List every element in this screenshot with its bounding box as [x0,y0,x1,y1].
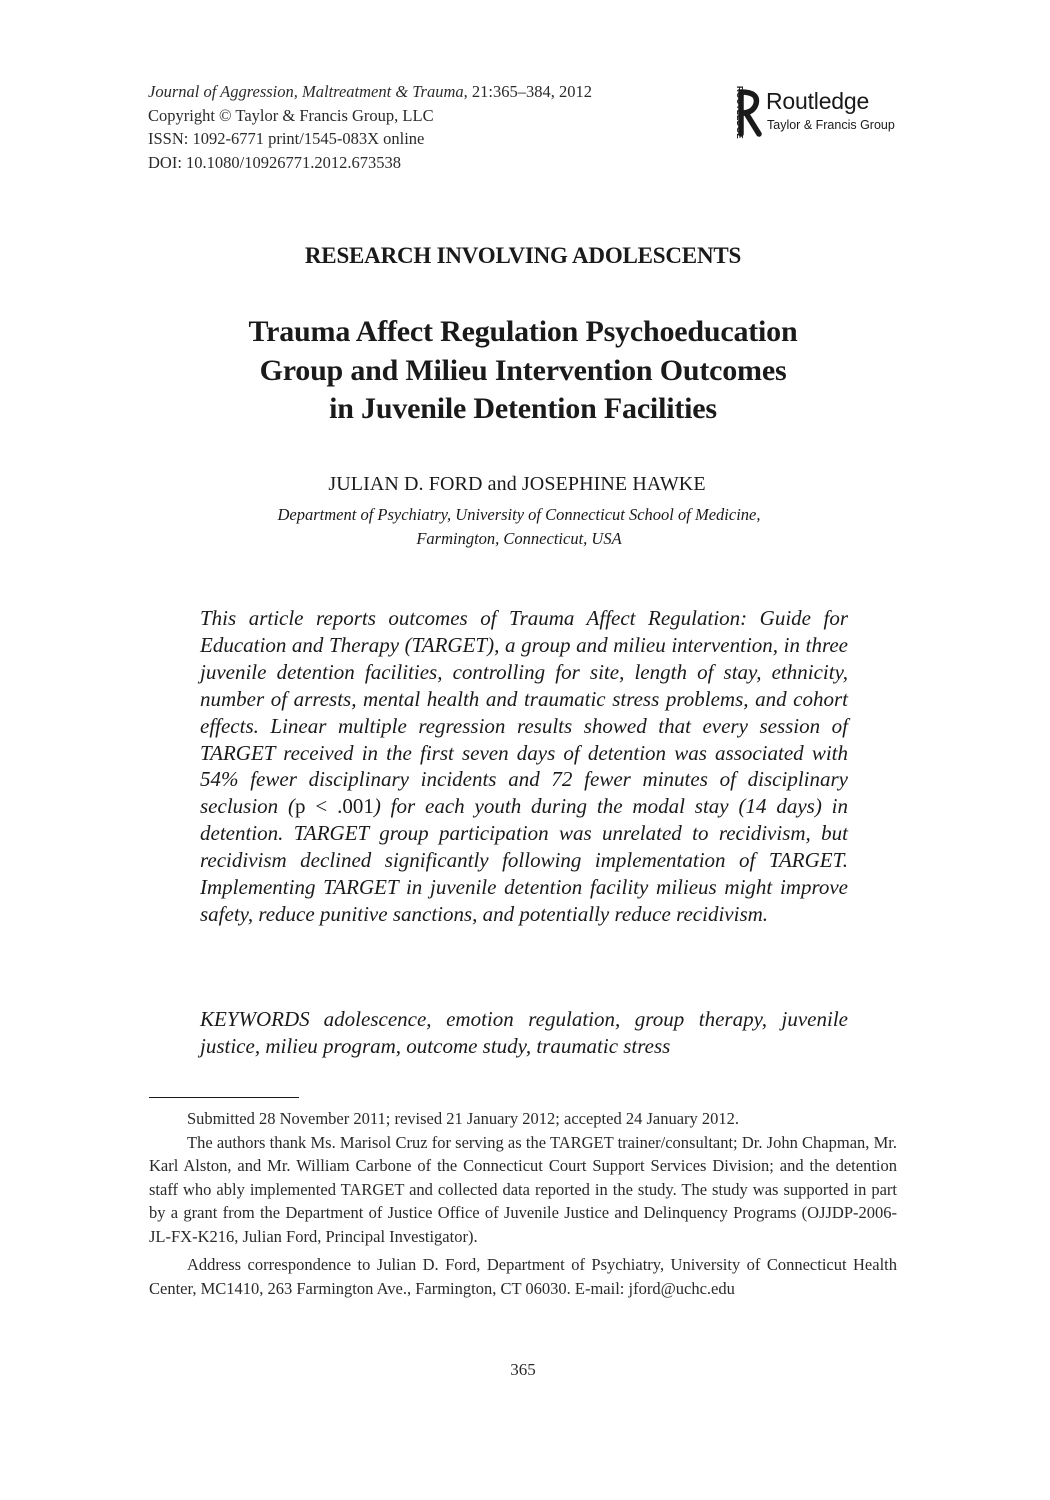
keywords-label: KEYWORDS [200,1007,310,1031]
article-title-line: Group and Milieu Intervention Outcomes [259,353,787,387]
affiliation-line: Farmington, Connecticut, USA [416,528,622,548]
affiliation-line: Department of Psychiatry, University of Connecticut School of Medicine, [277,505,761,524]
section-heading: RESEARCH INVOLVING ADOLESCENTS [304,243,742,268]
footnote-acknowledgments: The authors thank Ms. Marisol Cruz for serving as the TARGET trainer/consultant; Dr. John Chapman, Mr. Karl Alston, and Mr. William Carbone of the Connecticut Court Support Services Division; and the detention staff who ably implemented TARGET and collected data reported in the study. The study was supported in part by a grant from the Department of Justice Office of Juvenile Justice and Delinquency Programs (OJJDP-2006-JL-FX-K216, Julian Ford, Principal Investigator). [149,1132,897,1246]
article-title-line: Trauma Affect Regulation Psychoeducation [248,315,798,348]
journal-citation-block [148,80,592,174]
abstract-p-value: p < .001 [295,794,374,819]
footnotes [149,1107,897,1300]
doi-line: DOI: 10.1080/10926771.2012.673538 [148,152,401,172]
journal-citation-line [148,80,592,104]
routledge-r-icon [728,86,762,138]
author-affiliation [0,503,1038,550]
copyright-line: Copyright © Taylor & Francis Group, LLC [148,105,434,125]
publisher-group: Taylor & Francis Group [767,118,895,132]
journal-name: Journal of Aggression, Maltreatment & Trauma [148,82,464,101]
footnote-divider [149,1097,299,1098]
article-title [150,313,896,429]
abstract-text: This article reports outcomes of Trauma Affect Regulation: Guide for Education and Therapy (TARGET), a group and milieu intervention, in three juvenile detention facilities, controlling for site, length of stay, ethnicity, number of arrests, mental health and traumatic stress problems, and cohort effects. Linear multiple regression results showed that every session of TARGET received in the first seven days of detention was associated with 54% fewer disciplinary incidents and 72 fewer minutes of disciplinary seclusion ( [200,606,848,819]
article-title-line: in Juvenile Detention Facilities [329,392,717,425]
issn-line: ISSN: 1092-6771 print/1545-083X online [148,129,425,148]
keywords-text: adolescence, emotion regulation, group therapy, juvenile justice, milieu program, outcome study, traumatic stress [200,1007,848,1058]
abstract-text-continued: ) for each youth during the modal stay (14 days) in detention. TARGET group participation was unrelated to recidivism, but recidivism declined significantly following implementation of TARGET. Implementing TARGET in juvenile detention facility milieus might improve safety, reduce punitive sanctions, and potentially reduce recidivism. [200,794,848,926]
publisher-logo [728,86,928,140]
page-number: 365 [510,1360,536,1379]
author-list: JULIAN D. FORD and JOSEPHINE HAWKE [328,473,706,495]
footnote-correspondence: Address correspondence to Julian D. Ford, Department of Psychiatry, University of Connecticut Health Center, MC1410, 263 Farmington Ave., Farmington, CT 06030. E-mail: jford@uchc.edu [149,1255,897,1298]
keywords [200,1006,848,1060]
publisher-name: Routledge [766,88,870,114]
journal-volume-pages: , 21:365–384, 2012 [463,82,592,101]
abstract [200,605,848,928]
publisher-logo-vertical-text: ROUTLEDGE [734,86,744,139]
footnote-submission-dates: Submitted 28 November 2011; revised 21 January 2012; accepted 24 January 2012. [187,1109,740,1128]
